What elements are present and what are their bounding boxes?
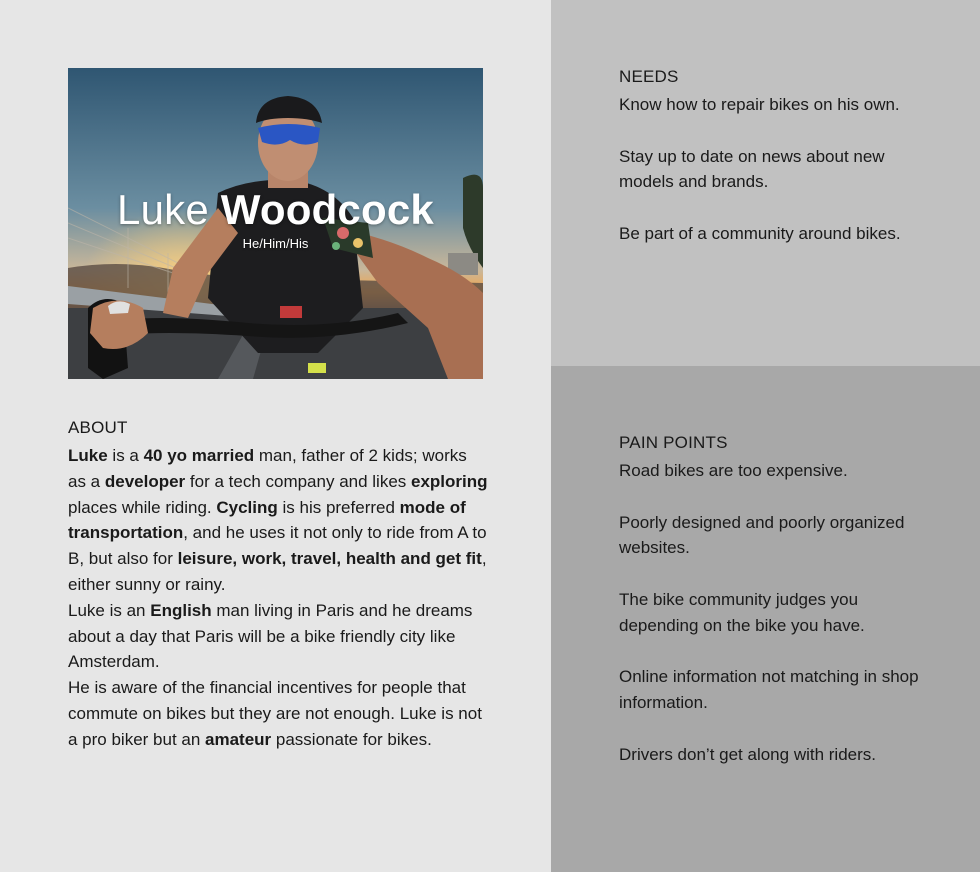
pain-points-section (619, 432, 929, 793)
pain-point-item: Poorly designed and poorly organized websites. (619, 512, 905, 558)
about-title: ABOUT (68, 418, 128, 437)
persona-photo (68, 68, 483, 379)
needs-list (619, 92, 929, 247)
persona-pronouns: He/Him/His (242, 236, 309, 251)
about-text-segment: man, father of 2 kids; works as a (68, 446, 467, 491)
about-text-segment: Luke is an (68, 600, 151, 620)
pain-points-list (619, 458, 929, 768)
pain-point-item: Drivers don’t get along with riders. (619, 744, 877, 764)
about-highlight: English (150, 600, 212, 620)
pain-point-item: The bike community judges you depending on the bike you have. (619, 589, 865, 635)
about-highlight: amateur (205, 729, 272, 749)
about-text-segment: passionate for bikes. (271, 729, 432, 749)
about-text-segment: man living in Paris and he dreams about a day that Paris will be a bike friendly city like Amsterdam. (68, 600, 473, 672)
persona-last-name: Woodcock (220, 186, 434, 233)
about-highlight: leisure, work, travel, health and get fit (177, 549, 482, 569)
needs-item: Stay up to date on news about new models and brands. (619, 146, 885, 192)
persona-name (68, 186, 483, 234)
about-highlight: 40 yo married (143, 446, 255, 465)
pain-point-item: Online information not matching in shop information. (619, 667, 919, 713)
persona-first-name: Luke (117, 186, 209, 233)
about-highlight: developer (104, 471, 186, 491)
needs-section (619, 66, 929, 273)
about-section (68, 417, 488, 753)
pain-point-item: Road bikes are too expensive. (619, 461, 848, 480)
about-highlight: Cycling (216, 497, 278, 517)
about-text-segment: places while riding. (68, 497, 217, 517)
pain-points-title: PAIN POINTS (619, 433, 728, 452)
needs-item: Know how to repair bikes on his own. (619, 95, 900, 114)
needs-item: Be part of a community around bikes. (619, 223, 901, 243)
about-text-segment: , either sunny or rainy. (68, 549, 487, 594)
about-text-segment: is his preferred (277, 497, 400, 517)
about-text-segment: He is aware of the financial incentives for people that commute on bikes but they are not enough. Luke is not a pro biker but an (68, 678, 482, 749)
about-text (68, 443, 488, 753)
about-highlight: mode of transportation (68, 497, 466, 543)
about-text-segment: , and he uses it not only to ride from A to B, but also for (68, 523, 487, 569)
about-text-segment: is a (107, 446, 144, 465)
about-text-segment: for a tech company and likes (185, 471, 412, 491)
about-highlight: exploring (411, 471, 488, 491)
needs-title: NEEDS (619, 67, 679, 86)
about-highlight: Luke (68, 446, 108, 465)
